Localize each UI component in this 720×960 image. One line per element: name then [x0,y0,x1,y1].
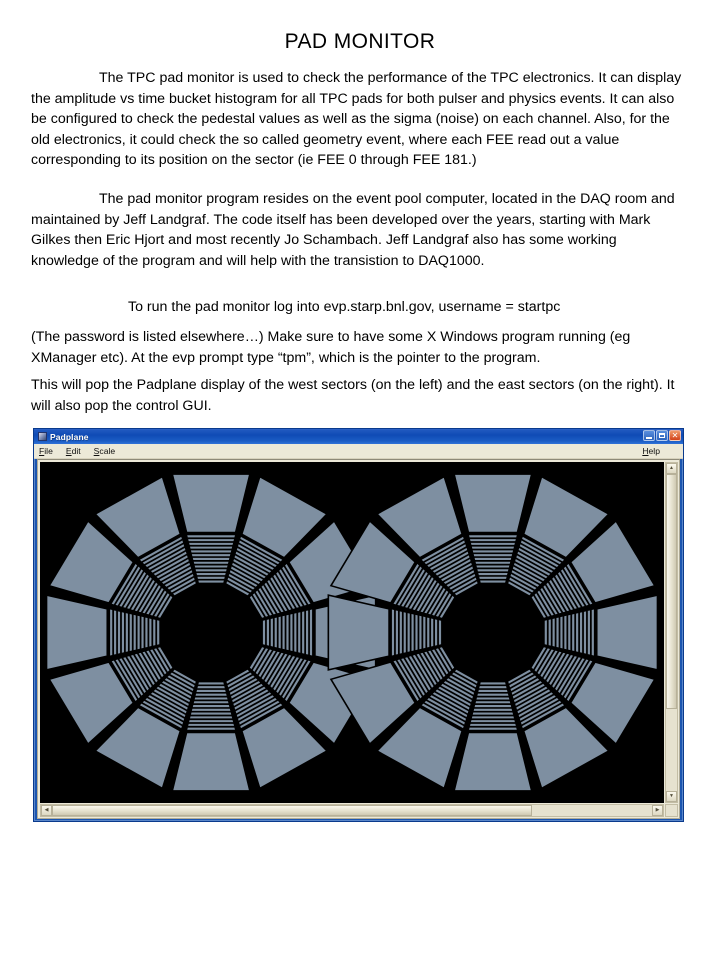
pad-row-1[interactable] [198,581,223,583]
pad-row-5[interactable] [476,565,509,567]
pad-row-1[interactable] [157,620,159,645]
pad-row-9[interactable] [294,613,296,652]
west-outer-sector-7[interactable] [172,732,250,790]
pad-row-5[interactable] [560,617,562,649]
pad-row-13[interactable] [187,728,235,730]
pad-row-10[interactable] [190,547,232,549]
maximize-button[interactable] [656,430,668,441]
pad-row-7[interactable] [475,705,512,707]
pad-row-8[interactable] [130,614,132,651]
pad-row-10[interactable] [580,612,582,653]
vertical-scroll-track[interactable] [666,474,677,791]
pad-row-2[interactable] [549,619,551,645]
pad-row-11[interactable] [118,611,120,653]
padplane-window [33,428,684,822]
pad-row-11[interactable] [302,611,304,653]
pad-row-6[interactable] [138,616,140,649]
pad-row-6[interactable] [476,562,511,564]
pad-row-3[interactable] [197,690,226,692]
pad-row-8[interactable] [474,554,512,556]
pad-row-1[interactable] [480,682,505,684]
padplane-app-icon [38,432,47,441]
pad-row-5[interactable] [279,617,281,649]
pad-row-10[interactable] [298,612,300,653]
pad-row-5[interactable] [476,697,509,699]
pad-row-13[interactable] [392,610,394,656]
paragraph-text: This will pop the Padplane display of the west sectors (on the left) and the east sectors (on the right). It will also pop the control GUI. [31,377,675,414]
pad-row-12[interactable] [188,539,234,541]
pad-row-11[interactable] [471,720,515,722]
window-title-bar[interactable] [34,429,683,444]
pad-row-9[interactable] [576,613,578,652]
pad-row-4[interactable] [427,618,429,648]
west-outer-sector-1[interactable] [172,474,250,532]
pad-row-10[interactable] [472,716,514,718]
pad-row-10[interactable] [404,612,406,653]
pad-row-1[interactable] [198,682,223,684]
pad-row-8[interactable] [572,614,574,651]
pad-row-3[interactable] [431,618,433,646]
pad-row-5[interactable] [141,617,143,649]
pad-row-11[interactable] [471,543,515,545]
pad-row-4[interactable] [275,618,277,648]
pad-row-2[interactable] [153,619,155,645]
padplane-client-area [37,459,680,819]
scroll-right-arrow-icon[interactable]: ▶ [652,805,663,816]
pad-row-2[interactable] [479,577,506,579]
pad-row-1[interactable] [480,581,505,583]
pad-row-4[interactable] [196,694,227,696]
pad-row-5[interactable] [195,565,228,567]
pad-row-13[interactable] [469,728,517,730]
pad-row-12[interactable] [470,539,516,541]
window-title: Padplane [50,431,89,442]
pad-row-11[interactable] [189,720,233,722]
paragraph-intro [31,68,683,182]
scroll-up-arrow-icon[interactable]: ▲ [666,463,677,474]
menu-item-edit[interactable]: Edit [65,446,81,456]
vertical-scrollbar[interactable] [665,462,678,803]
window-controls [643,430,681,441]
pad-row-1[interactable] [439,620,441,645]
pad-row-8[interactable] [290,614,292,651]
close-button[interactable]: ✕ [669,430,681,441]
east-outer-sector-7[interactable] [454,732,532,790]
paragraph-text: (The password is listed elsewhere…) Make sure to have some X Windows program running (eg XManager etc). At the evp prompt type “tpm”, which is the pointer to the program. [31,329,631,366]
menu-bar [34,444,683,459]
pad-row-3[interactable] [553,618,555,646]
pad-row-13[interactable] [310,610,312,656]
pad-row-6[interactable] [194,562,229,564]
pad-row-9[interactable] [126,613,128,652]
pad-row-3[interactable] [478,573,507,575]
pad-row-2[interactable] [267,619,269,645]
pad-row-8[interactable] [412,614,414,651]
pad-row-11[interactable] [400,611,402,653]
pad-row-13[interactable] [469,535,517,537]
minimize-button[interactable] [643,430,655,441]
pad-row-4[interactable] [477,694,508,696]
pad-row-5[interactable] [195,697,228,699]
pad-row-6[interactable] [564,616,566,649]
pad-row-4[interactable] [196,569,227,571]
vertical-scroll-thumb[interactable] [666,474,677,709]
paragraph-text: To run the pad monitor log into evp.starp.bnl.gov, username = startpc [128,299,561,315]
paragraph-program-location [31,189,683,282]
pad-row-7[interactable] [193,558,230,560]
pad-row-6[interactable] [419,616,421,649]
padplane-drawing [40,462,664,803]
pad-row-12[interactable] [396,610,398,654]
horizontal-scroll-track[interactable] [52,805,652,816]
east-outer-sector-10[interactable] [328,595,389,670]
scroll-left-arrow-icon[interactable]: ◀ [41,805,52,816]
pad-row-2[interactable] [435,619,437,645]
page-title: PAD MONITOR [284,30,436,53]
pad-row-11[interactable] [189,543,233,545]
pad-row-3[interactable] [197,573,226,575]
west-outer-sector-10[interactable] [47,595,108,670]
menu-item-help[interactable]: Help [642,446,660,456]
pad-row-12[interactable] [470,724,516,726]
menu-item-scale[interactable]: Scale [93,446,116,456]
pad-row-10[interactable] [472,547,514,549]
pad-row-11[interactable] [584,611,586,653]
paragraph-login [31,297,683,329]
pad-row-12[interactable] [114,610,116,654]
pad-row-8[interactable] [192,554,230,556]
pad-row-6[interactable] [194,701,229,703]
horizontal-scroll-thumb[interactable] [52,805,532,816]
pad-row-7[interactable] [134,615,136,650]
pad-row-2[interactable] [479,686,506,688]
pad-row-7[interactable] [475,558,512,560]
pad-row-9[interactable] [473,550,513,552]
pad-row-4[interactable] [477,569,508,571]
pad-row-6[interactable] [283,616,285,649]
pad-row-7[interactable] [568,615,570,650]
pad-row-1[interactable] [263,620,265,645]
pad-row-8[interactable] [192,709,230,711]
pad-row-6[interactable] [476,701,511,703]
pad-row-12[interactable] [306,610,308,654]
east-outer-sector-1[interactable] [454,474,532,532]
pad-row-13[interactable] [592,610,594,656]
pad-row-2[interactable] [197,686,224,688]
pad-row-2[interactable] [197,577,224,579]
pad-row-7[interactable] [286,615,288,650]
pad-row-12[interactable] [188,724,234,726]
pad-row-10[interactable] [190,716,232,718]
scrollbar-corner [665,804,678,817]
pad-row-8[interactable] [474,709,512,711]
east-outer-sector-4[interactable] [597,595,658,670]
pad-row-1[interactable] [545,620,547,645]
pad-row-10[interactable] [122,612,124,653]
paragraph-password [31,327,683,379]
pad-row-7[interactable] [415,615,417,650]
pad-row-9[interactable] [191,713,231,715]
paragraph-text: The pad monitor program resides on the event pool computer, located in the DAQ room and maintained by Jeff Landgraf. The code itself has been developed over the years, starting with Mark Gilkes then Eric Hjort and most recently Jo Schambach. Jeff Landgraf also has some working knowledge of the program and will help with the transistion to DAQ1000. [31,191,675,269]
pad-row-3[interactable] [271,618,273,646]
paragraph-padplane-popup [31,375,683,427]
pad-row-13[interactable] [187,535,235,537]
padplane-canvas[interactable] [40,462,664,803]
pad-row-9[interactable] [408,613,410,652]
pad-row-12[interactable] [588,610,590,654]
pad-row-4[interactable] [556,618,558,648]
pad-row-3[interactable] [478,690,507,692]
pad-row-7[interactable] [193,705,230,707]
pad-row-3[interactable] [149,618,151,646]
pad-row-13[interactable] [110,610,112,656]
horizontal-scrollbar[interactable] [40,804,664,817]
pad-row-4[interactable] [145,618,147,648]
menu-item-file[interactable]: File [39,446,53,456]
pad-row-5[interactable] [423,617,425,649]
pad-row-9[interactable] [191,550,231,552]
scroll-down-arrow-icon[interactable]: ▼ [666,791,677,802]
pad-row-9[interactable] [473,713,513,715]
paragraph-text: The TPC pad monitor is used to check the performance of the TPC electronics. It can display the amplitude vs time bucket histogram for all TPC pads for both pulser and physics events. It can also be configured to check the pedestal values as well as the sigma (noise) on each channel. Also, for the old electronics, it could check the so called geometry event, where each FEE read out a value corresponding to its position on the sector (ie FEE 0 through FEE 181.) [31,70,682,168]
